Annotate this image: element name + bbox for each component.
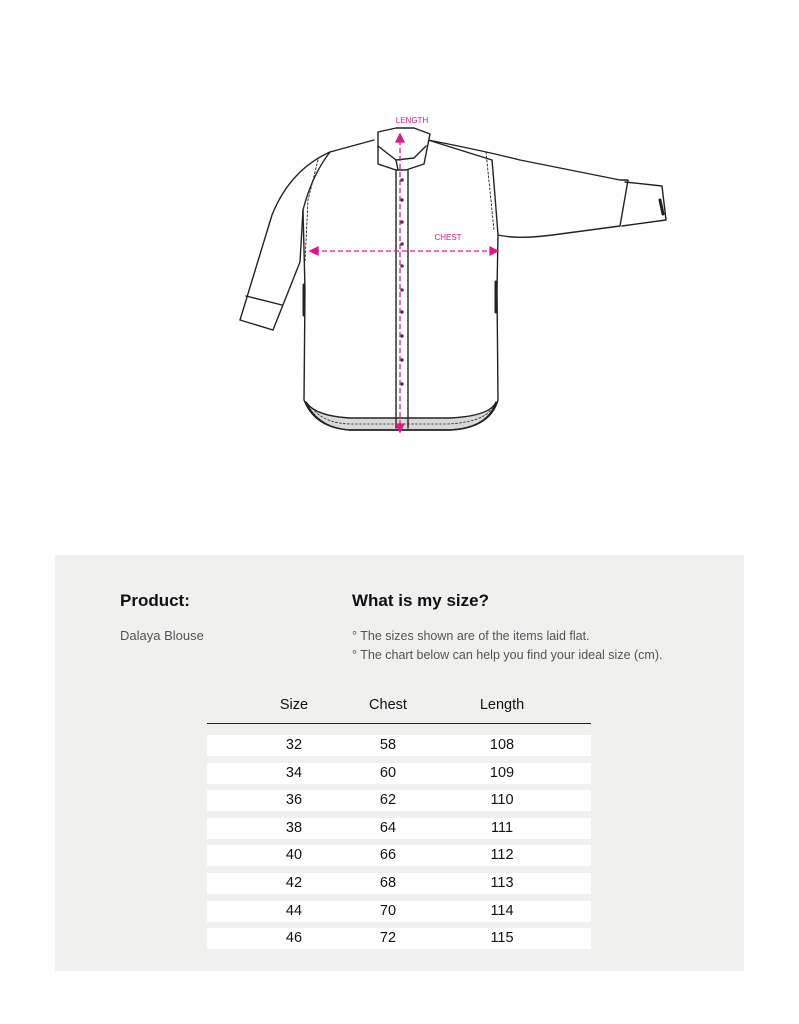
- length-cell: 109: [489, 764, 515, 781]
- size-info-panel: [55, 555, 744, 971]
- size-cell: 38: [285, 819, 303, 836]
- chest-cell: 60: [379, 764, 397, 781]
- size-cell: 34: [285, 764, 303, 781]
- chest-cell: 58: [379, 737, 397, 753]
- length-cell: 110: [490, 792, 514, 809]
- chest-cell: 62: [379, 792, 397, 809]
- size-cell: 44: [285, 902, 303, 919]
- header-size: Size: [279, 697, 309, 713]
- chest-cell: 70: [379, 902, 397, 919]
- chest-cell: 72: [379, 930, 397, 947]
- size-cell: 46: [285, 930, 303, 947]
- length-cell: 112: [490, 847, 514, 864]
- size-table: [207, 693, 591, 947]
- chest-cell: 68: [379, 875, 397, 891]
- chest-cell: 64: [379, 819, 397, 836]
- table-row: [207, 790, 591, 811]
- header-chest: Chest: [369, 697, 407, 713]
- table-row: [207, 845, 591, 866]
- table-header: [207, 693, 591, 724]
- product-name: Dalaya Blouse: [120, 628, 204, 643]
- table-row: [207, 735, 591, 756]
- table-row: [207, 901, 591, 922]
- size-note: ° The sizes shown are of the items laid flat.: [352, 629, 590, 643]
- chest-cell: 66: [379, 847, 397, 864]
- length-label: LENGTH: [395, 116, 429, 125]
- length-cell: 108: [489, 737, 515, 753]
- size-cell: 32: [285, 737, 303, 753]
- size-heading: What is my size?: [352, 591, 489, 610]
- length-cell: 111: [490, 819, 514, 836]
- chest-label: CHEST: [434, 233, 462, 242]
- button-dots: [400, 178, 404, 386]
- length-cell: 115: [490, 930, 514, 947]
- size-cell: 40: [285, 847, 303, 864]
- size-cell: 36: [285, 792, 303, 809]
- table-row: [207, 763, 591, 784]
- table-row: [207, 873, 591, 894]
- chest-arrow-right: [490, 247, 498, 255]
- length-cell: 113: [490, 875, 514, 891]
- length-cell: 114: [490, 902, 514, 919]
- product-heading: Product:: [120, 591, 190, 610]
- table-row: [207, 818, 591, 839]
- header-length: Length: [479, 697, 525, 713]
- table-row: [207, 928, 591, 949]
- size-cell: 42: [285, 875, 303, 891]
- size-note: ° The chart below can help you find your ideal size (cm).: [352, 648, 663, 662]
- chest-arrow-left: [310, 247, 318, 255]
